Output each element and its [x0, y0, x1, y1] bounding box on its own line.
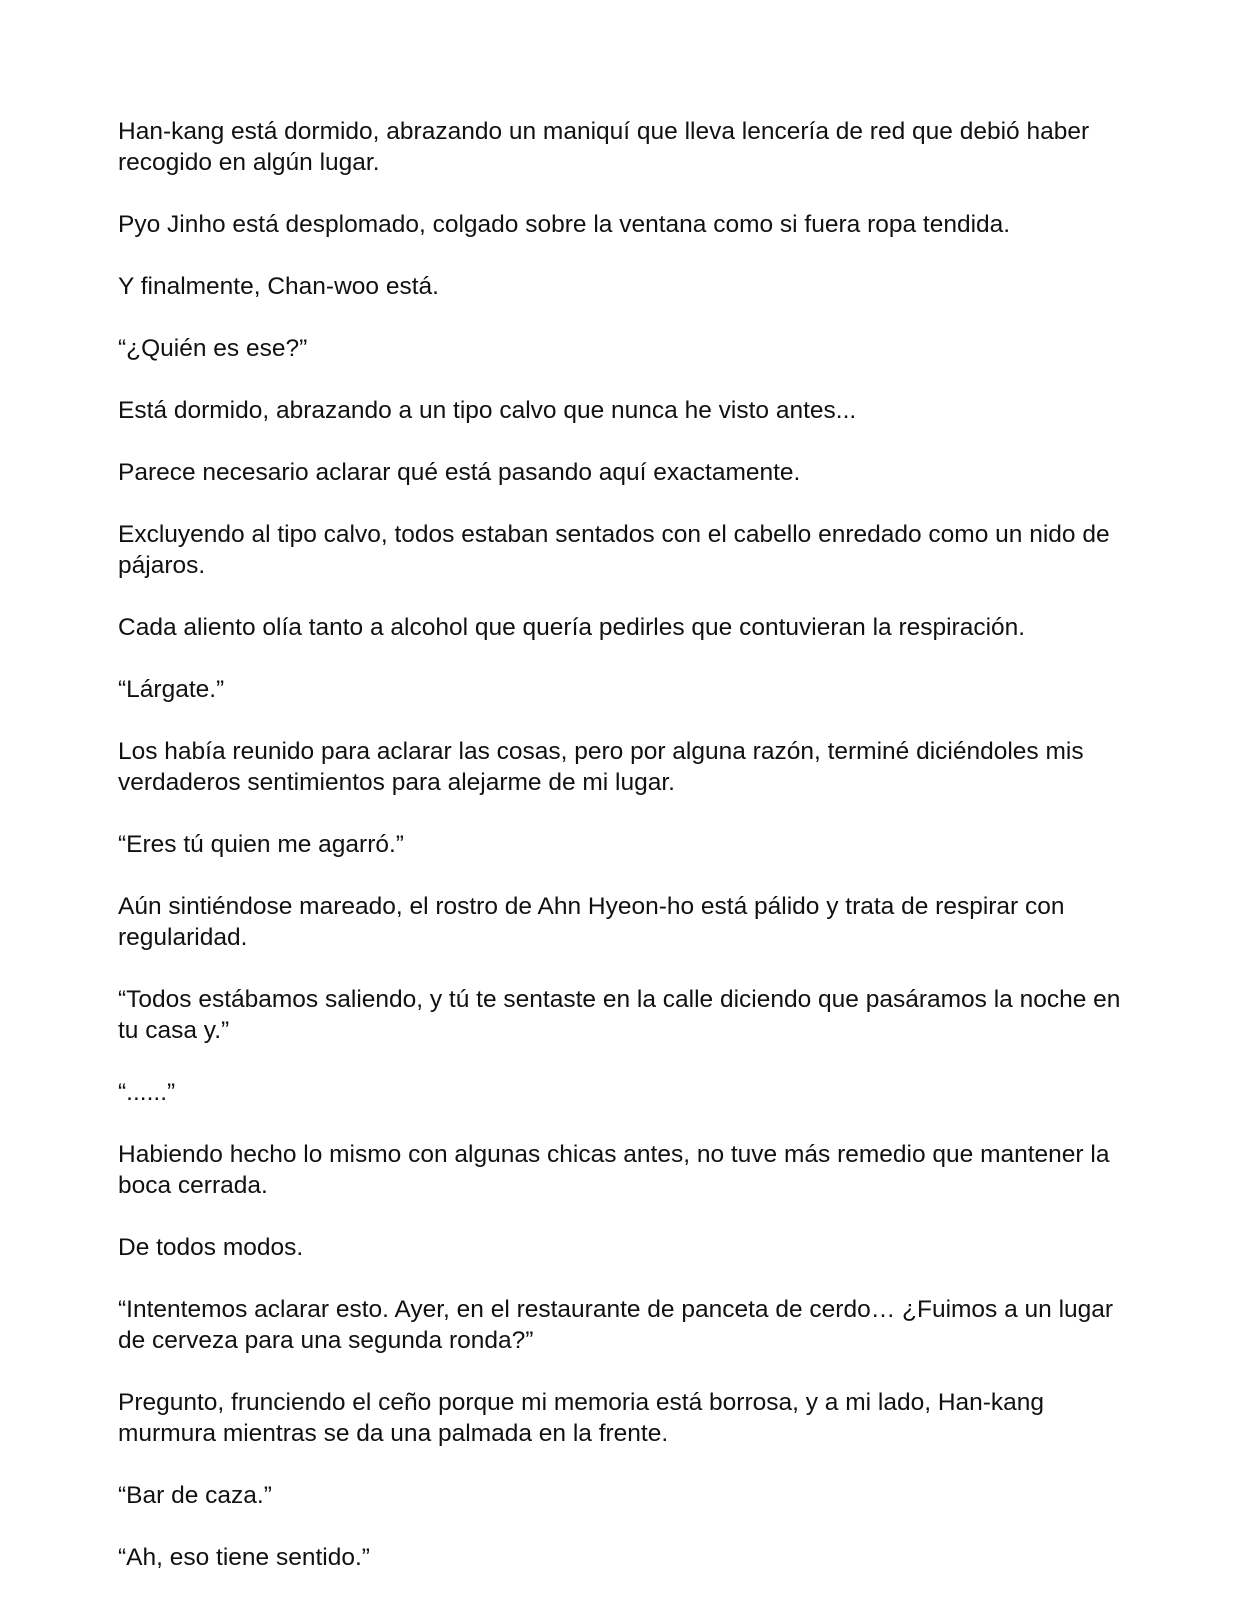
document-text-body: [118, 116, 1128, 1604]
paragraph: “Lárgate.”: [118, 676, 225, 703]
paragraph: “¿Quién es ese?”: [118, 335, 308, 362]
paragraph: Habiendo hecho lo mismo con algunas chicas antes, no tuve más remedio que mantener la boca cerrada.: [118, 1141, 1110, 1199]
paragraph: Excluyendo al tipo calvo, todos estaban sentados con el cabello enredado como un nido de pájaros.: [118, 521, 1110, 579]
paragraph: De todos modos.: [118, 1234, 304, 1261]
paragraph: “Todos estábamos saliendo, y tú te sentaste en la calle diciendo que pasáramos la noche en tu casa y.”: [118, 986, 1121, 1044]
paragraph: Los había reunido para aclarar las cosas, pero por alguna razón, terminé diciéndoles mis verdaderos sentimientos para alejarme de mi lugar.: [118, 738, 1084, 796]
paragraph: Y finalmente, Chan-woo está.: [118, 273, 439, 300]
paragraph: Cada aliento olía tanto a alcohol que quería pedirles que contuvieran la respiración.: [118, 614, 1026, 641]
paragraph: “......”: [118, 1079, 176, 1106]
paragraph: Pregunto, frunciendo el ceño porque mi memoria está borrosa, y a mi lado, Han-kang murmura mientras se da una palmada en la frente.: [118, 1389, 1045, 1447]
paragraph: Está dormido, abrazando a un tipo calvo que nunca he visto antes...: [118, 397, 857, 424]
paragraph: Parece necesario aclarar qué está pasando aquí exactamente.: [118, 459, 801, 486]
paragraph: “Eres tú quien me agarró.”: [118, 831, 404, 858]
paragraph: “Ah, eso tiene sentido.”: [118, 1544, 370, 1571]
paragraph: Pyo Jinho está desplomado, colgado sobre la ventana como si fuera ropa tendida.: [118, 211, 1011, 238]
paragraph: Aún sintiéndose mareado, el rostro de Ahn Hyeon-ho está pálido y trata de respirar con regularidad.: [118, 893, 1065, 951]
paragraph: “Bar de caza.”: [118, 1482, 272, 1509]
paragraph: “Intentemos aclarar esto. Ayer, en el restaurante de panceta de cerdo… ¿Fuimos a un lugar de cerveza para una segunda ronda?”: [118, 1296, 1114, 1354]
paragraph: Han-kang está dormido, abrazando un maniquí que lleva lencería de red que debió haber recogido en algún lugar.: [118, 118, 1090, 176]
